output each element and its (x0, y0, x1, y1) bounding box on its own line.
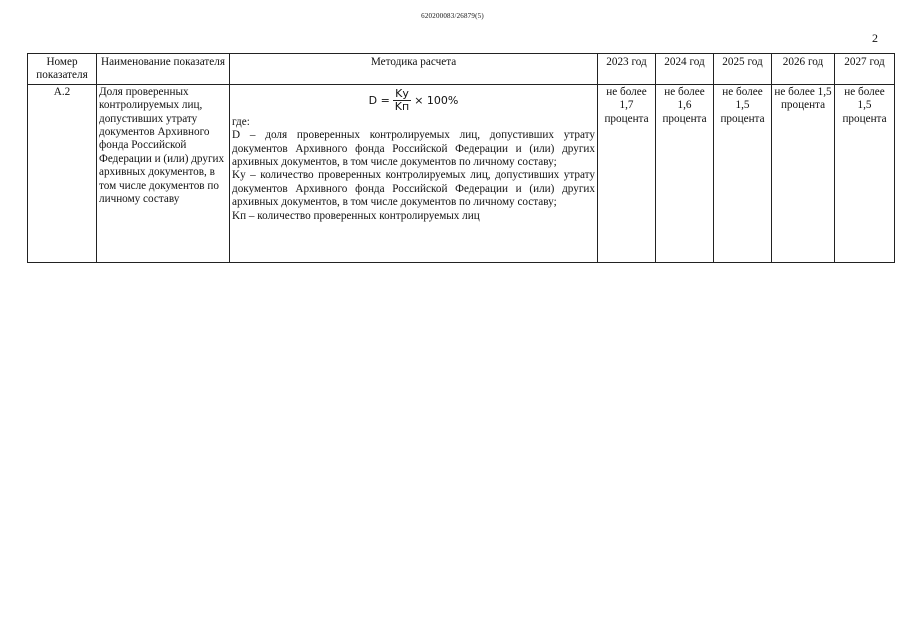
value-cell-2026: не более 1,5 процента (772, 84, 835, 262)
table-header-row (28, 54, 895, 85)
column-header-year-2026: 2026 год (772, 54, 835, 85)
column-header-name: Наименование показателя (97, 54, 230, 85)
formula-denominator: Kп (394, 99, 410, 113)
method-definition-ku: Kу – количество проверенных контролируемых лиц, допустивших утрату документов Архивного фонда Российской Федерации и (или) других архивных документов, в том числе документов по личному составу; (232, 169, 595, 209)
column-header-number: Номер показателя (28, 54, 97, 85)
formula-lhs: D = (368, 93, 390, 107)
formula-rhs: × 100% (414, 93, 459, 107)
value-cell-2023: не более 1,7 процента (598, 84, 656, 262)
formula-numerator: Kу (395, 86, 409, 100)
column-header-year-2024: 2024 год (656, 54, 714, 85)
indicator-number-cell: А.2 (28, 84, 97, 262)
value-cell-2027: не более 1,5 процента (835, 84, 895, 262)
method-definition-kp: Kп – количество проверенных контролируемых лиц (232, 209, 480, 222)
value-cell-2024: не более 1,6 процента (656, 84, 714, 262)
value-cell-2025: не более 1,5 процента (714, 84, 772, 262)
column-header-year-2025: 2025 год (714, 54, 772, 85)
method-definition-d: D – доля проверенных контролируемых лиц, допустивших утрату документов Архивного фонда Российской Федерации и (или) других архивных документов, в том числе документов по личному составу; (232, 129, 595, 169)
calculation-method-cell (230, 84, 598, 262)
indicator-name-cell: Доля проверенных контролируемых лиц, допустивших утрату документов Архивного фонда Российской Федерации и (или) других архивных документов, в том числе документов по личному составу (97, 84, 230, 262)
page-number: 2 (872, 31, 878, 45)
column-header-method: Методика расчета (230, 54, 598, 85)
indicator-table (27, 53, 895, 263)
formula-fraction (393, 88, 411, 113)
table-row (28, 84, 895, 262)
method-where-label: где: (232, 115, 250, 128)
calculation-formula (232, 88, 595, 113)
column-header-year-2023: 2023 год (598, 54, 656, 85)
column-header-year-2027: 2027 год (835, 54, 895, 85)
document-registration-number: 620200083/26879(5) (421, 12, 484, 20)
